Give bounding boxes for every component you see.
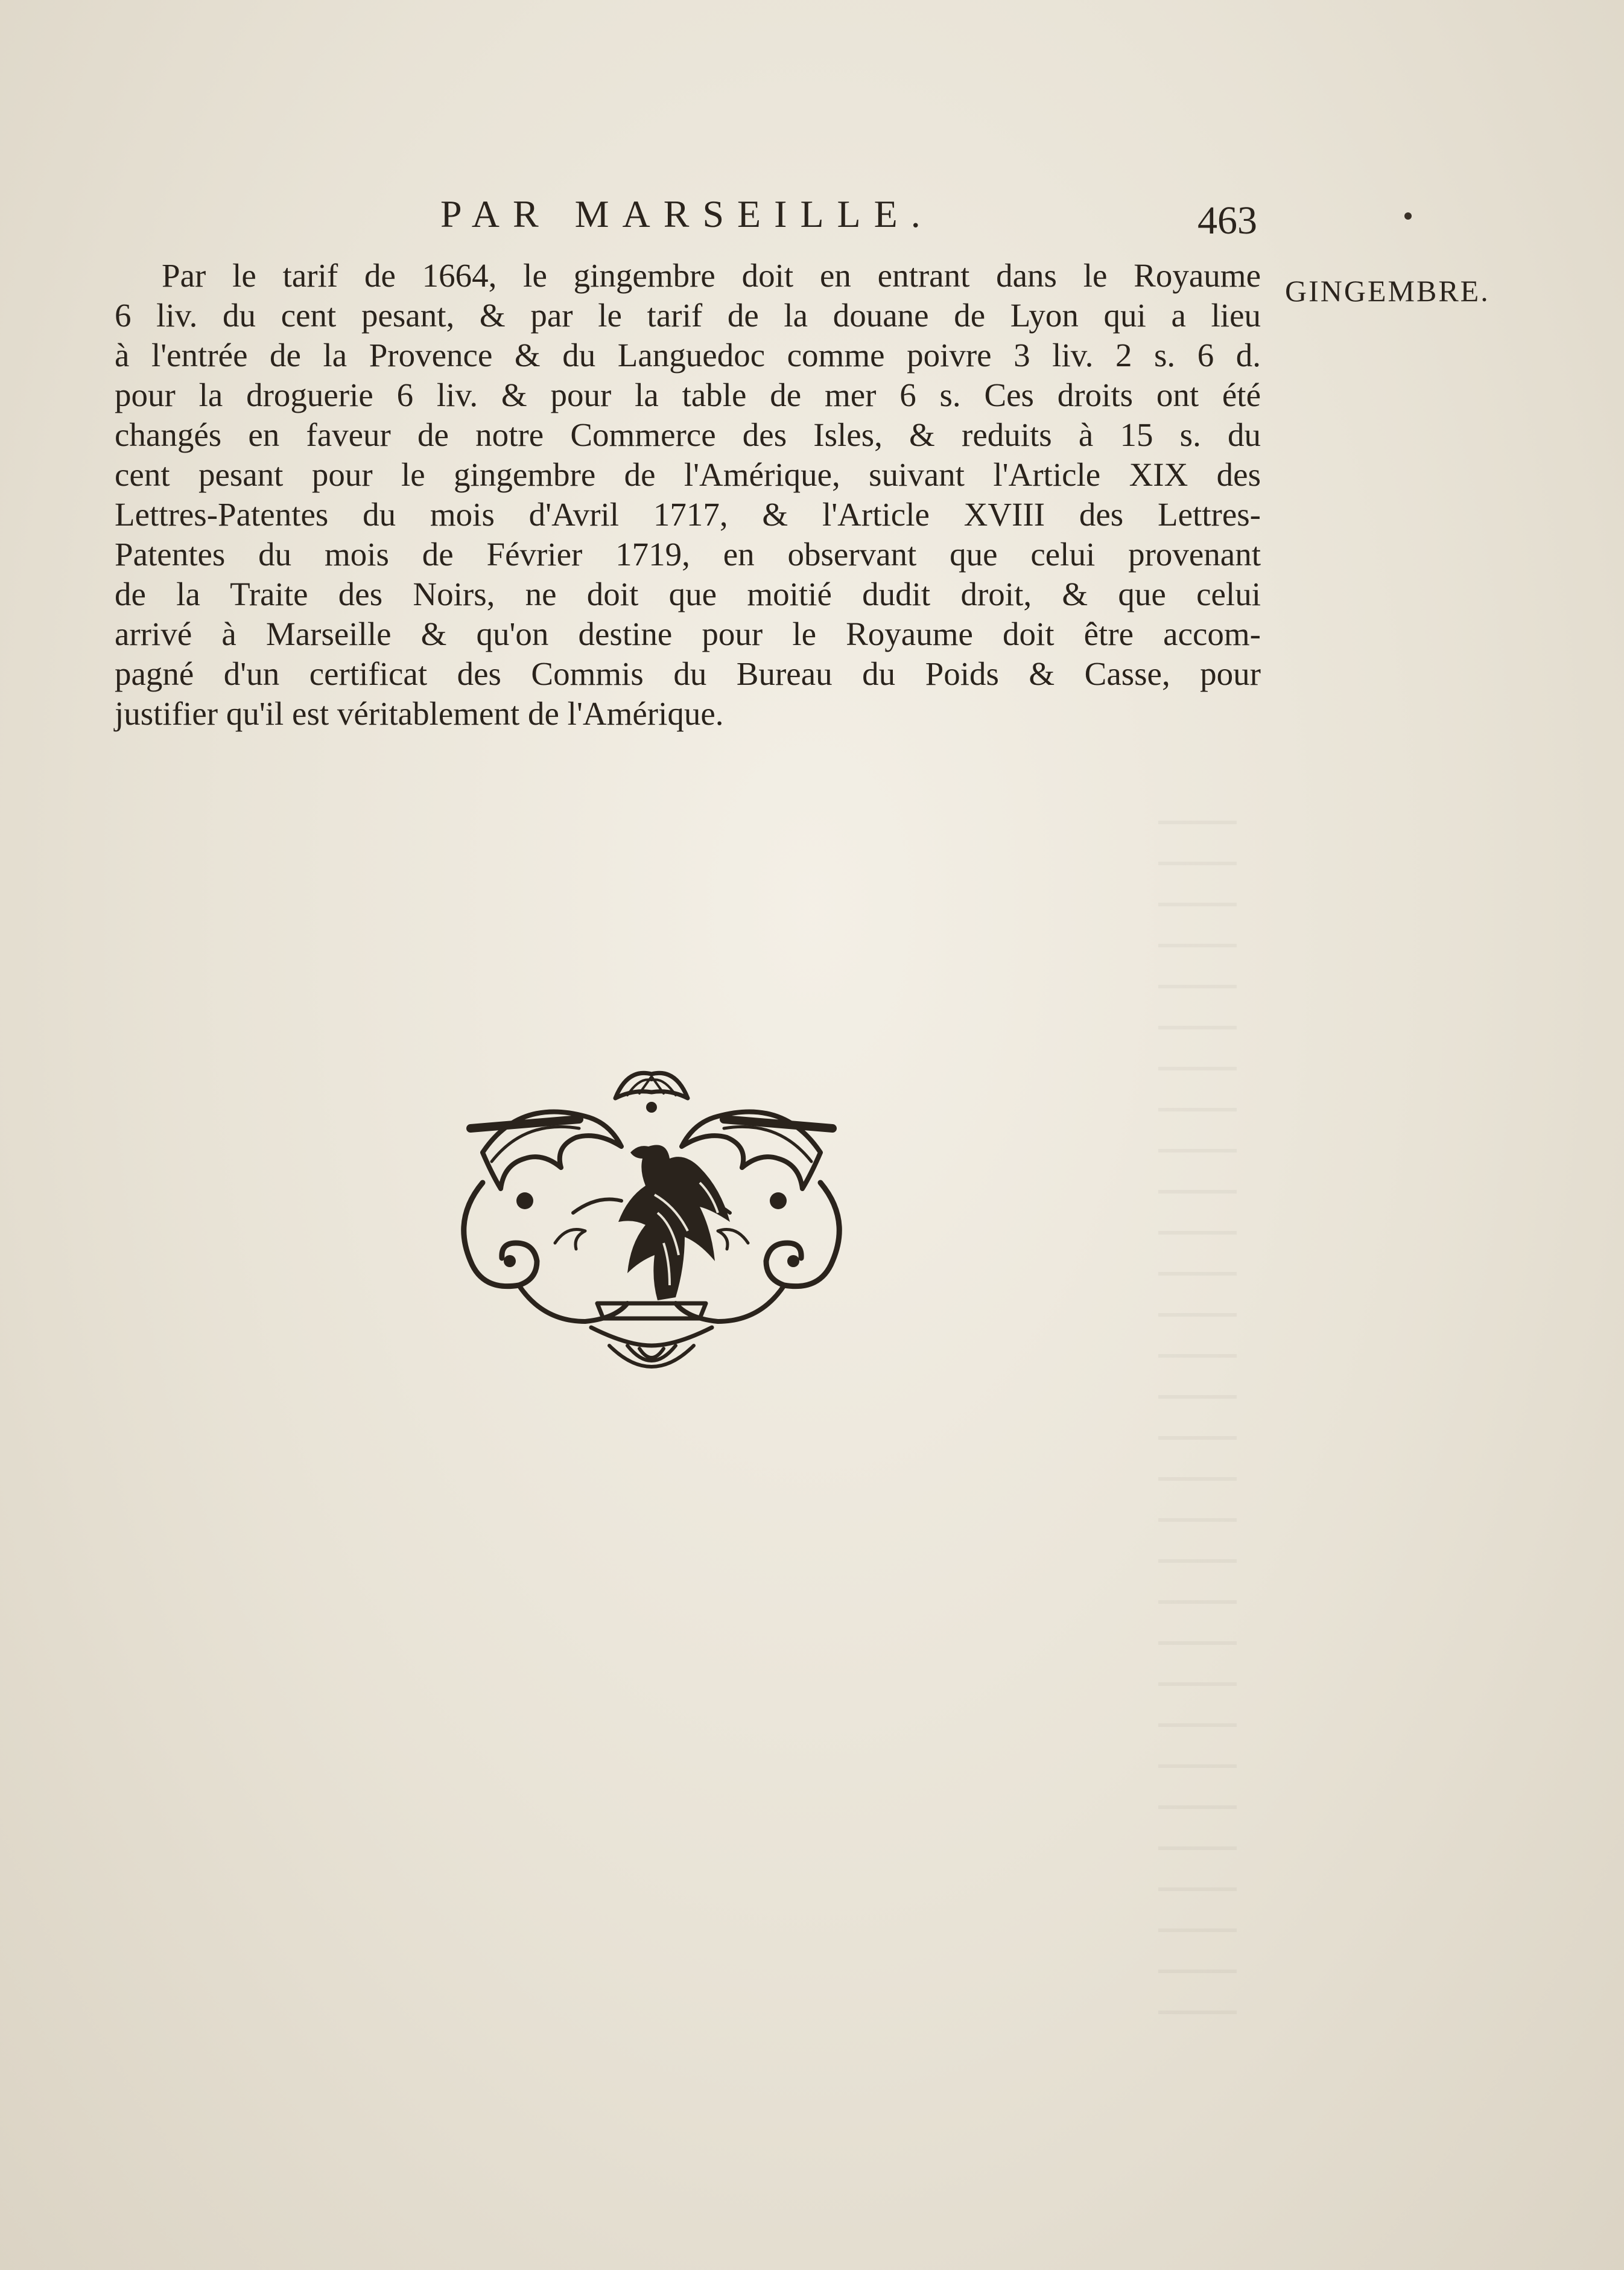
text-line-7: Lettres-Patentes du mois d'Avril 1717, & l'Article XVIII des Lettres-	[115, 496, 1261, 533]
text-line-3: à l'entrée de la Provence & du Languedoc comme poivre 3 liv. 2 s. 6 d.	[115, 337, 1261, 374]
text-line-8: Patentes du mois de Février 1719, en observant que celui provenant	[115, 536, 1261, 573]
text-line-12: justifier qu'il est véritablement de l'Amérique.	[115, 695, 724, 732]
eagle-cartouche-fleuron-icon	[446, 1062, 857, 1388]
text-line-6: cent pesant pour le gingembre de l'Amérique, suivant l'Article XIX des	[115, 456, 1261, 493]
margin-note: GINGEMBRE.	[1285, 274, 1490, 308]
page-number: 463	[1197, 199, 1257, 243]
margin-dot	[1404, 212, 1412, 220]
text-line-10: arrivé à Marseille & qu'on destine pour le Royaume doit être accom-	[115, 615, 1261, 652]
body-paragraph	[115, 256, 1261, 734]
running-head: PAR MARSEILLE.	[440, 192, 934, 235]
text-line-5: changés en faveur de notre Commerce des Isles, & reduits à 15 s. du	[115, 416, 1261, 453]
text-line-11: pagné d'un certificat des Commis du Bureau du Poids & Casse, pour	[115, 655, 1261, 692]
bleed-through-text	[1158, 821, 1237, 2027]
text-line-1: Par le tarif de 1664, le gingembre doit en entrant dans le Royaume	[162, 257, 1261, 294]
text-line-4: pour la droguerie 6 liv. & pour la table de mer 6 s. Ces droits ont été	[115, 377, 1261, 413]
text-line-2: 6 liv. du cent pesant, & par le tarif de la douane de Lyon qui a lieu	[115, 297, 1261, 334]
text-line-9: de la Traite des Noirs, ne doit que moitié dudit droit, & que celui	[115, 576, 1261, 612]
